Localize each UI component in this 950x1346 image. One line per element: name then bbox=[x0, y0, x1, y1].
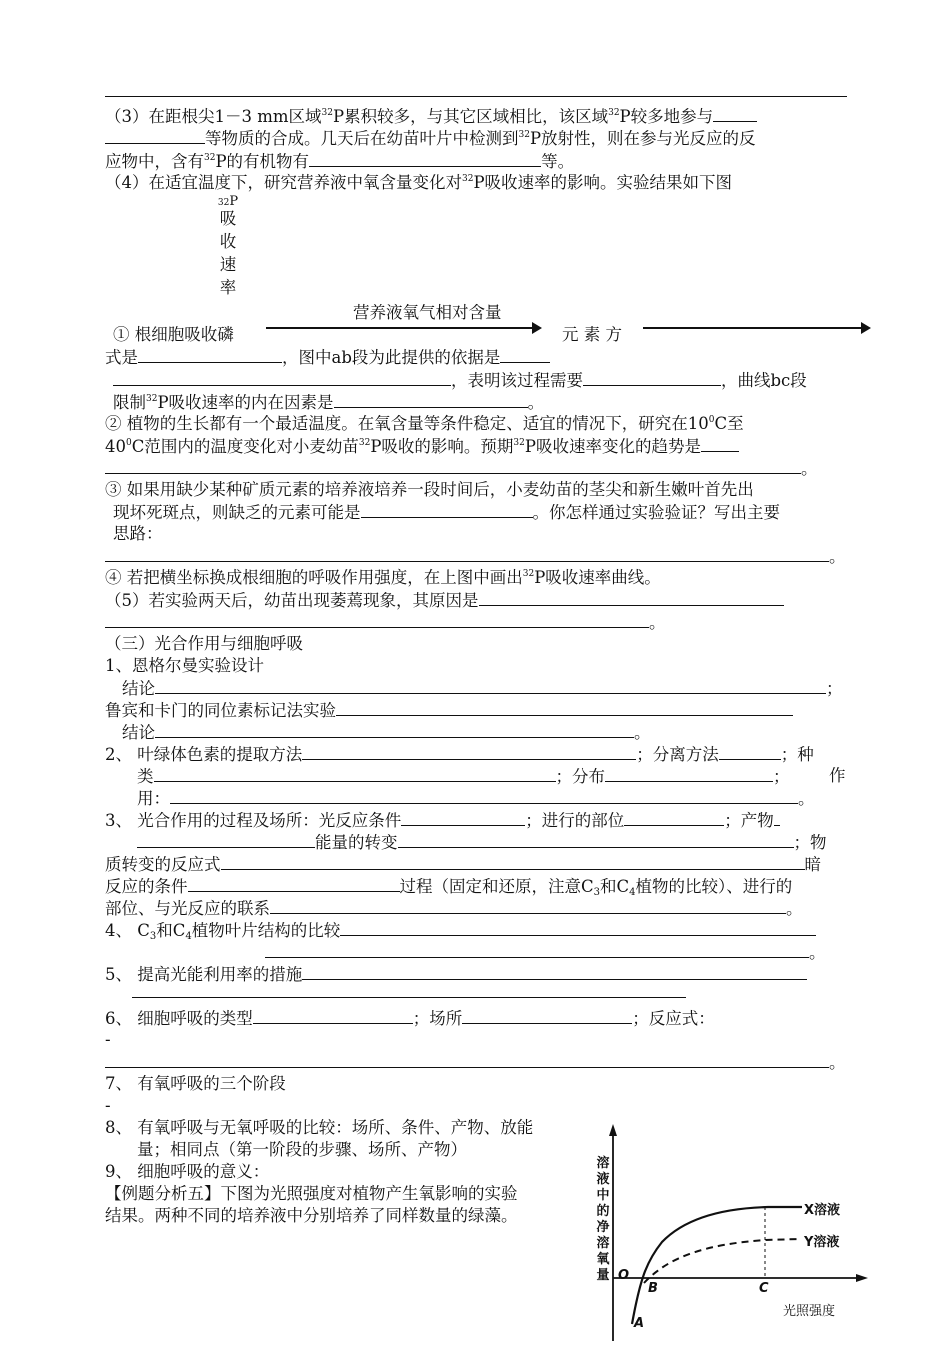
answer-blank[interactable] bbox=[462, 1008, 632, 1024]
example5-line1: 【例题分析五】下图为光照强度对植物产生氧影响的实验 bbox=[105, 1184, 518, 1203]
sec3-item2-line2: 类 ；分布 ； bbox=[137, 767, 790, 786]
q4-sub1-line3: ，表明该过程需要 ，曲线bc段 bbox=[113, 370, 807, 391]
sec3-item2-line1: 2、 叶绿体色素的提取方法 ；分离方法 ；种 bbox=[105, 745, 814, 764]
top-rule bbox=[105, 96, 847, 97]
answer-blank[interactable] bbox=[105, 458, 801, 474]
graph-origin-label: O bbox=[618, 1268, 630, 1283]
sec3-item4-line1: 4、 $C_3$和$C_4$植物叶片结构的比较 bbox=[105, 920, 816, 941]
curve-x-solution bbox=[632, 1207, 802, 1324]
example5-line2: 结果。两种不同的培养液中分别培养了同样数量的绿藻。 bbox=[105, 1206, 518, 1225]
answer-blank[interactable] bbox=[302, 964, 807, 980]
graph-point-c: C bbox=[759, 1281, 769, 1296]
graph-point-a: A bbox=[634, 1316, 645, 1331]
q3-line1: （3）在距根尖1－3 mm区域$^{32}$P累积较多，与其它区域相比，该区域$^{32}$P较多地参与 bbox=[105, 106, 757, 127]
graph-point-b: B bbox=[648, 1281, 658, 1296]
graph-ylabel: 溶 液 中 的 净 溶 氧 量 bbox=[596, 1156, 610, 1283]
q4-xaxis-arrow bbox=[266, 327, 540, 329]
q4-sub4: ④ 若把横坐标换成根细胞的呼吸作用强度，在上图中画出$^{32}$P吸收速率曲线。 bbox=[105, 568, 661, 587]
answer-blank[interactable] bbox=[188, 876, 400, 892]
legend-x-solution: X溶液 bbox=[804, 1203, 841, 1218]
q4-sub1-line4: 限制$^{32}$P吸收速率的内在因素是 。 bbox=[113, 393, 545, 412]
q4-line1: （4）在适宜温度下，研究营养液中氧含量变化对$^{32}$P吸收速率的影响。实验结果如下图 bbox=[105, 173, 733, 192]
answer-blank[interactable] bbox=[113, 370, 451, 386]
sec3-item2-line3: 用： 。 bbox=[137, 789, 815, 808]
sec3-item3-line5: 部位、与光反应的联系 。 bbox=[105, 899, 803, 918]
q4-graph-xlabel: 营养液氧气相对含量 bbox=[353, 303, 502, 322]
sec3-item3-line4: 反应的条件 过程（固定和还原，注意$C_3$和$C_4$植物的比较）、进行的 bbox=[105, 877, 793, 898]
q4-sub3-line4: 。 bbox=[105, 546, 846, 567]
answer-blank[interactable] bbox=[500, 347, 550, 363]
answer-blank[interactable] bbox=[105, 546, 829, 562]
answer-blank[interactable] bbox=[105, 128, 205, 144]
answer-blank[interactable] bbox=[479, 590, 784, 606]
sec3-title: （三）光合作用与细胞呼吸 bbox=[105, 634, 303, 653]
y-axis-arrowhead bbox=[609, 1124, 617, 1136]
sec3-item1-conclusion2: 结论 。 bbox=[122, 723, 651, 742]
sec3-item6: 6、 细胞呼吸的类型 ；场所 ；反应式： bbox=[105, 1009, 715, 1028]
answer-blank[interactable] bbox=[605, 766, 773, 782]
answer-blank[interactable] bbox=[361, 502, 533, 518]
sec3-item1: 1、恩格尔曼实验设计 bbox=[105, 656, 264, 675]
q4-sub2-line3: 。 bbox=[105, 458, 818, 479]
sec3-item6-dash: - bbox=[105, 1030, 111, 1049]
q4-sub1-b: 元 素 方 bbox=[562, 325, 622, 344]
sec3-item2-use: 作 bbox=[829, 766, 846, 785]
answer-blank[interactable] bbox=[270, 898, 786, 914]
sec3-item4-line2: 。 bbox=[265, 942, 826, 963]
sec3-item3-line2: 能量的转变 ；物 bbox=[137, 832, 827, 853]
answer-blank[interactable] bbox=[221, 854, 805, 870]
answer-blank[interactable] bbox=[154, 766, 556, 782]
answer-blank[interactable] bbox=[719, 744, 781, 760]
answer-blank[interactable] bbox=[336, 700, 793, 716]
answer-blank[interactable] bbox=[302, 744, 636, 760]
answer-blank[interactable] bbox=[774, 810, 780, 826]
oxygen-graph bbox=[590, 1120, 870, 1342]
x-axis-arrowhead bbox=[856, 1274, 868, 1282]
answer-blank[interactable] bbox=[105, 612, 649, 628]
answer-blank[interactable] bbox=[398, 832, 794, 848]
sec3-item5: 5、 提高光能利用率的措施 bbox=[105, 964, 807, 985]
answer-blank[interactable] bbox=[105, 1052, 829, 1068]
legend-y-solution: Y溶液 bbox=[804, 1235, 840, 1250]
answer-blank[interactable] bbox=[138, 347, 282, 363]
sec3-item3-line1: 3、 光合作用的过程及场所：光反应条件 ；进行的部位 ；产物 bbox=[105, 810, 780, 831]
q4-sub1-line2: 式是 ，图中ab段为此提供的依据是 bbox=[105, 347, 550, 368]
answer-blank[interactable] bbox=[583, 370, 721, 386]
answer-blank[interactable] bbox=[713, 106, 757, 122]
sec3-item1-ruben: 鲁宾和卡门的同位素标记法实验 bbox=[105, 700, 793, 721]
q4-sub3-line3: 思路： bbox=[113, 524, 163, 543]
sec3-item8-line1: 8、 有氧呼吸与无氧呼吸的比较：场所、条件、产物、放能 bbox=[105, 1118, 534, 1137]
sec3-item7: 7、 有氧呼吸的三个阶段 bbox=[105, 1074, 286, 1093]
q5-line1: （5）若实验两天后，幼苗出现萎蔫现象，其原因是 bbox=[105, 590, 784, 611]
sec3-item5-blank2[interactable] bbox=[132, 997, 686, 998]
q4-xaxis-arrow-2 bbox=[643, 327, 869, 329]
q4-sub1-a: ① 根细胞吸收磷 bbox=[113, 325, 234, 344]
answer-blank[interactable] bbox=[624, 810, 724, 826]
answer-blank[interactable] bbox=[253, 1008, 413, 1024]
sec3-item6-line2: 。 bbox=[105, 1052, 846, 1073]
answer-blank[interactable] bbox=[170, 788, 798, 804]
answer-blank[interactable] bbox=[265, 942, 809, 958]
answer-blank[interactable] bbox=[137, 832, 315, 848]
q4-graph-ylabel: 32P 吸 收 速 率 bbox=[217, 194, 239, 297]
sec3-item1-conclusion: 结论 ； bbox=[122, 679, 843, 698]
answer-blank[interactable] bbox=[334, 392, 528, 408]
q3-line2: 等物质的合成。几天后在幼苗叶片中检测到$^{32}$P放射性，则在参与光反应的反 bbox=[105, 128, 756, 149]
sec3-item3-line3: 质转变的反应式 暗 bbox=[105, 855, 821, 874]
answer-blank[interactable] bbox=[309, 151, 541, 167]
answer-blank[interactable] bbox=[701, 436, 739, 452]
graph-xlabel: 光照强度 bbox=[783, 1304, 836, 1319]
sec3-item8-line2: 量；相同点（第一阶段的步骤、场所、产物） bbox=[137, 1140, 467, 1159]
q5-line2: 。 bbox=[105, 612, 666, 633]
answer-blank[interactable] bbox=[155, 722, 634, 738]
answer-blank[interactable] bbox=[401, 810, 525, 826]
q4-sub2-line1: ② 植物的生长都有一个最适温度。在氧含量等条件稳定、适宜的情况下，研究在$10^0C$至 bbox=[105, 414, 744, 433]
curve-y-solution bbox=[644, 1239, 800, 1283]
q3-line3: 应物中，含有$^{32}$P的有机物有 等。 bbox=[105, 152, 575, 171]
q4-sub3-line2: 现坏死斑点，则缺乏的元素可能是 。你怎样通过实验验证？写出主要 bbox=[113, 503, 780, 522]
answer-blank[interactable] bbox=[340, 920, 816, 936]
sec3-item7-dash: - bbox=[105, 1096, 111, 1115]
q4-sub3-line1: ③ 如果用缺少某种矿质元素的培养液培养一段时间后，小麦幼苗的茎尖和新生嫩叶首先出 bbox=[105, 480, 754, 499]
sec3-item9: 9、 细胞呼吸的意义： bbox=[105, 1162, 270, 1181]
q4-sub2-line2: $40^0C$范围内的温度变化对小麦幼苗$^{32}$P吸收的影响。预期$^{32}$P吸收速率变化的趋势是 bbox=[105, 436, 739, 457]
answer-blank[interactable] bbox=[155, 678, 826, 694]
